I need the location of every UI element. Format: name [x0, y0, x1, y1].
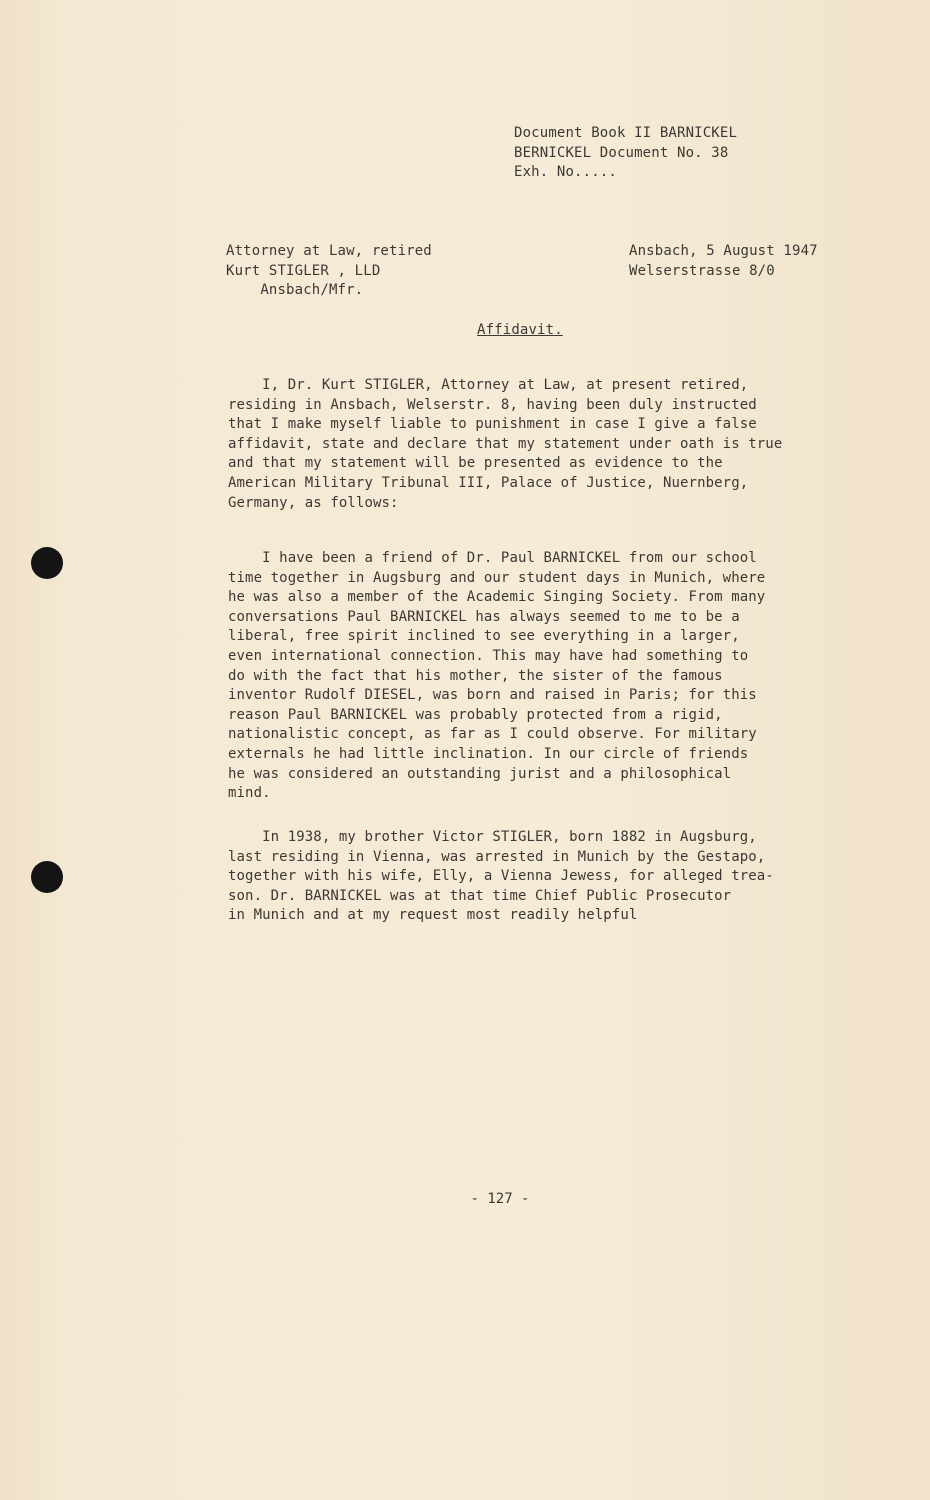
paragraph-line: American Military Tribunal III, Palace of Justice, Nuernberg,	[228, 474, 749, 491]
doc-ref-line: BERNICKEL Document No. 38	[514, 144, 729, 161]
paragraph-line: Germany, as follows:	[228, 494, 399, 511]
paragraph-oath	[228, 376, 858, 513]
paragraph-line: he was also a member of the Academic Singing Society. From many	[228, 589, 766, 606]
punch-hole-bottom	[31, 861, 63, 893]
paragraph-line: together with his wife, Elly, a Vienna Jewess, for alleged trea-	[228, 868, 774, 885]
paragraph-line: mind.	[228, 785, 271, 802]
paragraph-line: I, Dr. Kurt STIGLER, Attorney at Law, at present retired,	[228, 377, 749, 393]
paragraph-line: reason Paul BARNICKEL was probably protected from a rigid,	[228, 706, 723, 723]
paragraph-line: and that my statement will be presented as evidence to the	[228, 455, 723, 472]
paragraph-line: that I make myself liable to punishment in case I give a false	[228, 416, 757, 433]
paragraph-line: In 1938, my brother Victor STIGLER, born 1882 in Augsburg,	[228, 829, 757, 845]
paragraph-friendship	[228, 549, 858, 804]
doc-ref-line: Exh. No.....	[514, 164, 617, 180]
paragraph-line: inventor Rudolf DIESEL, was born and raised in Paris; for this	[228, 687, 757, 704]
sender-line: Kurt STIGLER , LLD	[226, 262, 381, 279]
paragraph-line: last residing in Vienna, was arrested in Munich by the Gestapo,	[228, 848, 766, 865]
paragraph-line: nationalistic concept, as far as I could observe. For military	[228, 726, 757, 743]
paragraph-line: I have been a friend of Dr. Paul BARNICKEL from our school	[228, 550, 757, 566]
paragraph-line: externals he had little inclination. In our circle of friends	[228, 745, 749, 762]
paragraph-arrest	[228, 828, 858, 926]
paragraph-line: he was considered an outstanding jurist and a philosophical	[228, 765, 732, 782]
paragraph-line: do with the fact that his mother, the sister of the famous	[228, 667, 723, 684]
paragraph-line: time together in Augsburg and our student days in Munich, where	[228, 569, 766, 586]
paragraph-line: conversations Paul BARNICKEL has always seemed to me to be a	[228, 608, 740, 625]
sender-block	[226, 242, 432, 301]
doc-ref-line: Document Book II BARNICKEL	[514, 125, 738, 141]
document-reference	[514, 124, 737, 183]
document-title: Affidavit.	[477, 322, 563, 338]
place-date-line: Ansbach, 5 August 1947	[629, 243, 818, 259]
punch-hole-top	[31, 547, 63, 579]
place-date-line: Welserstrasse 8/0	[629, 262, 775, 279]
paragraph-line: affidavit, state and declare that my statement under oath is true	[228, 435, 783, 452]
page-number: - 127 -	[470, 1191, 530, 1207]
place-date-block	[629, 242, 818, 281]
paragraph-line: even international connection. This may have had something to	[228, 647, 749, 664]
sender-line: Ansbach/Mfr.	[226, 282, 364, 298]
paragraph-line: son. Dr. BARNICKEL was at that time Chief Public Prosecutor	[228, 887, 732, 904]
paragraph-line: in Munich and at my request most readily helpful	[228, 907, 638, 924]
sender-line: Attorney at Law, retired	[226, 243, 432, 259]
paragraph-line: liberal, free spirit inclined to see everything in a larger,	[228, 628, 740, 645]
paragraph-line: residing in Ansbach, Welserstr. 8, having been duly instructed	[228, 396, 757, 413]
